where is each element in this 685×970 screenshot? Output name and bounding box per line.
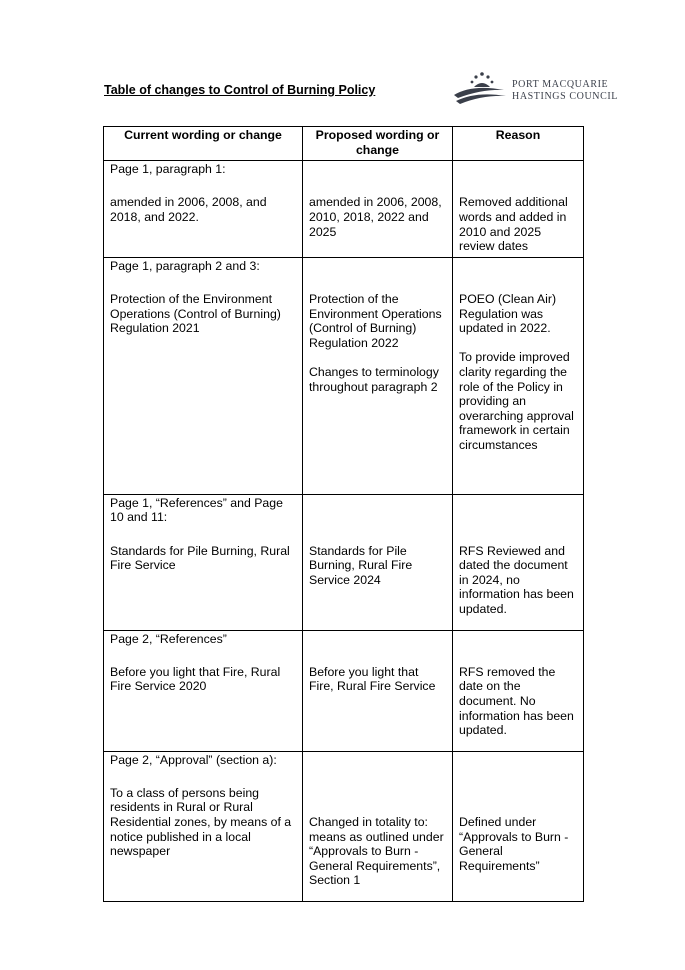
row-empty <box>303 630 453 649</box>
reason-cell: Defined under “Approvals to Burn - General Requirements” <box>453 770 584 901</box>
table-row <box>104 630 584 649</box>
row-empty <box>453 630 584 649</box>
current-cell: amended in 2006, 2008, and 2018, and 2022. <box>104 180 303 257</box>
row-empty <box>453 257 584 276</box>
council-logo <box>452 71 622 107</box>
table-row <box>104 751 584 770</box>
current-cell <box>104 770 303 901</box>
logo-line-1: PORT MACQUARIE <box>512 79 609 90</box>
row-location: Page 1, paragraph 1: <box>104 161 303 180</box>
reason-cell: Removed additional words and added in 2010 and 2025 review dates <box>453 180 584 257</box>
reason-cell: RFS Reviewed and dated the document in 2024, no information has been updated. <box>453 528 584 630</box>
reason-cell: POEO (Clean Air) Regulation was updated in 2022. To provide improved clarity regarding the role of the Policy in providing an overarching approval framework in certain circumstances <box>453 276 584 494</box>
logo-line-2: HASTINGS COUNCIL <box>512 91 618 102</box>
row-empty <box>453 494 584 528</box>
row-empty <box>303 751 453 770</box>
row-empty <box>453 751 584 770</box>
proposed-cell: Before you light that Fire, Rural Fire Service <box>303 649 453 751</box>
changes-table <box>103 126 584 902</box>
council-logo-icon <box>452 71 508 107</box>
row-location: Page 2, “References” <box>104 630 303 649</box>
document-title: Table of changes to Control of Burning Policy <box>104 83 376 97</box>
proposed-cell: amended in 2006, 2008, 2010, 2018, 2022 and 2025 <box>303 180 453 257</box>
current-cell: Before you light that Fire, Rural Fire Service 2020 <box>104 649 303 751</box>
proposed-cell: Protection of the Environment Operations (Control of Burning) Regulation 2022 Changes to terminology throughout paragraph 2 <box>303 276 453 494</box>
row-location: Page 2, “Approval” (section a): <box>104 751 303 770</box>
table-row <box>104 180 584 257</box>
table-row <box>104 257 584 276</box>
row-location: Page 1, paragraph 2 and 3: <box>104 257 303 276</box>
table-row <box>104 276 584 494</box>
reason-cell: RFS removed the date on the document. No information has been updated. <box>453 649 584 751</box>
proposed-cell: Changed in totality to: means as outlined under “Approvals to Burn - General Requirements”, Section 1 <box>303 770 453 901</box>
current-lines: To a class of persons being residents in Rural or Rural Residential zones, by means of a notice published in a local newspaper <box>110 785 292 859</box>
row-location: Page 1, “References” and Page 10 and 11: <box>104 494 303 528</box>
table-row <box>104 649 584 751</box>
table-row <box>104 770 584 901</box>
proposed-cell: Standards for Pile Burning, Rural Fire Service 2024 <box>303 528 453 630</box>
row-empty <box>303 257 453 276</box>
header-current: Current wording or change <box>104 127 303 161</box>
table-row <box>104 528 584 630</box>
row-empty <box>453 161 584 180</box>
row-empty <box>303 494 453 528</box>
row-empty <box>303 161 453 180</box>
header-proposed: Proposed wording or change <box>303 127 453 161</box>
table-row <box>104 161 584 180</box>
header-reason: Reason <box>453 127 584 161</box>
current-cell: Standards for Pile Burning, Rural Fire Service <box>104 528 303 630</box>
table-row <box>104 494 584 528</box>
table-header-row <box>104 127 584 161</box>
current-cell: Protection of the Environment Operations (Control of Burning) Regulation 2021 <box>104 276 303 494</box>
